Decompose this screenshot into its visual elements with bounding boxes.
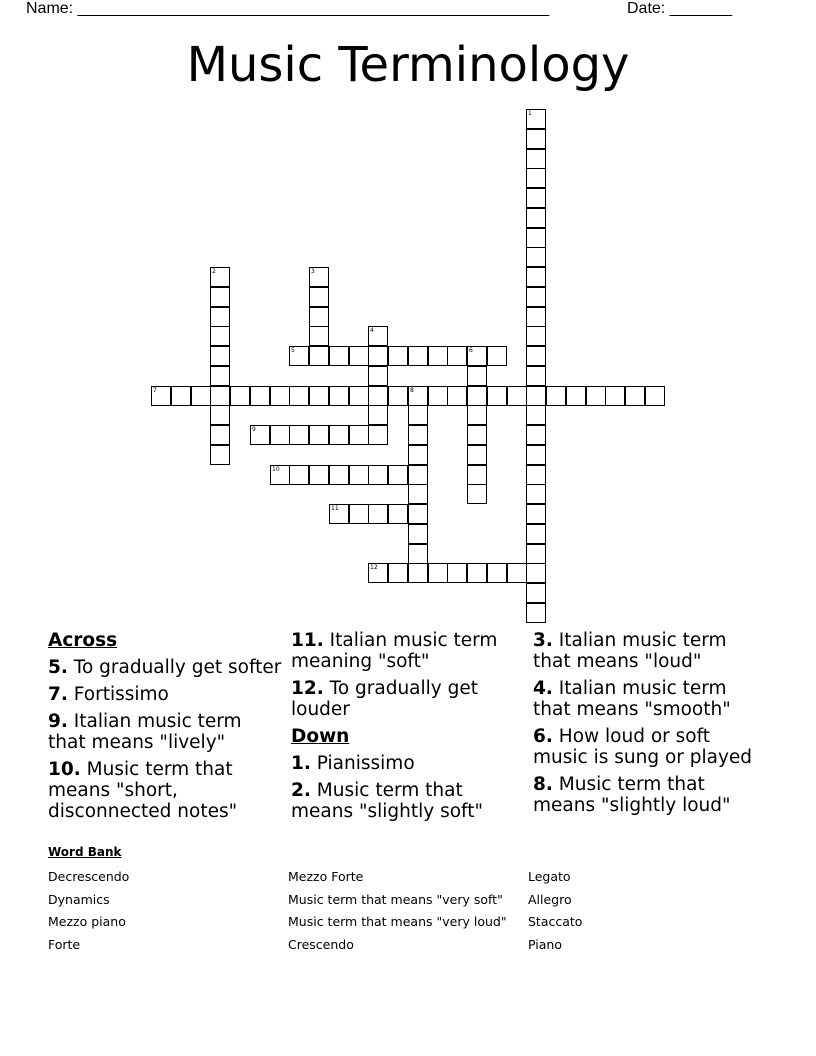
clue-down-8: 8. Music term that means "slightly loud" [533,774,731,816]
crossword-cell[interactable] [408,524,428,544]
crossword-cell[interactable] [467,425,487,445]
crossword-cell[interactable] [467,563,487,583]
word-bank-item: Crescendo [288,936,354,952]
crossword-cell[interactable] [487,386,507,406]
down-heading: Down [291,726,350,747]
crossword-cell[interactable] [210,326,230,346]
crossword-cell[interactable] [329,386,349,406]
crossword-cell[interactable] [408,465,428,485]
crossword-cell[interactable] [210,445,230,465]
crossword-cell[interactable] [289,425,309,445]
crossword-cell[interactable] [526,544,546,564]
crossword-cell[interactable] [526,504,546,524]
crossword-cell[interactable] [309,326,329,346]
crossword-cell[interactable] [408,563,428,583]
crossword-cell[interactable] [526,307,546,327]
crossword-cell[interactable] [309,386,329,406]
crossword-cell[interactable] [388,563,408,583]
crossword-cell[interactable] [526,445,546,465]
crossword-cell[interactable] [428,563,448,583]
crossword-cell[interactable] [526,563,546,583]
crossword-cell[interactable] [210,366,230,386]
crossword-cell[interactable] [368,346,388,366]
crossword-cell[interactable] [210,287,230,307]
crossword-cell[interactable] [309,267,329,287]
crossword-cell[interactable] [368,405,388,425]
clue-down-4: 4. Italian music term that means "smooth" [533,678,731,720]
crossword-cell[interactable] [210,386,230,406]
crossword-cell[interactable] [526,208,546,228]
crossword-cell[interactable] [329,346,349,366]
clue-down-6: 6. How loud or soft music is sung or played [533,726,753,768]
crossword-cell[interactable] [368,465,388,485]
word-bank-item: Decrescendo [48,869,130,884]
clue-across-5: 5. To gradually get softer [48,657,282,678]
name-line: _____________________________________________________ [77,0,550,17]
crossword-cell[interactable] [526,386,546,406]
cell-number: 12 [370,564,378,571]
crossword-cell[interactable] [526,366,546,386]
page-title: Music Terminology [186,37,630,93]
cell-number: 9 [252,426,256,433]
word-bank-column-3 [528,866,582,956]
word-bank-column-2 [288,866,507,956]
crossword-cell[interactable] [270,386,290,406]
crossword-cell[interactable] [329,425,349,445]
crossword-cell[interactable] [388,465,408,485]
crossword-cell[interactable] [526,603,546,623]
crossword-cell[interactable] [546,386,566,406]
crossword-cell[interactable] [309,287,329,307]
crossword-cell[interactable] [526,465,546,485]
crossword-cell[interactable] [408,445,428,465]
crossword-cell[interactable] [408,425,428,445]
crossword-cell[interactable] [309,425,329,445]
crossword-cell[interactable] [368,425,388,445]
crossword-cell[interactable] [507,563,527,583]
clue-down-1: 1. Pianissimo [291,753,415,774]
crossword-cell[interactable] [526,583,546,603]
cell-number: 3 [311,268,315,275]
crossword-cell[interactable] [368,386,388,406]
crossword-cell[interactable] [171,386,191,406]
crossword-cell[interactable] [368,563,388,583]
crossword-cell[interactable] [349,504,369,524]
crossword-cell[interactable] [566,386,586,406]
crossword-cell[interactable] [329,504,349,524]
clue-across-12: 12. To gradually get louder [291,678,479,720]
crossword-cell[interactable] [526,267,546,287]
cell-number: 5 [291,347,295,354]
crossword-cell[interactable] [526,109,546,129]
date-label: Date: [627,0,666,17]
crossword-cell[interactable] [526,188,546,208]
crossword-cell[interactable] [447,386,467,406]
crossword-cell[interactable] [210,346,230,366]
crossword-cell[interactable] [210,425,230,445]
crossword-cell[interactable] [309,346,329,366]
crossword-cell[interactable] [428,346,448,366]
across-heading: Across [48,630,118,651]
crossword-cell[interactable] [309,307,329,327]
crossword-cell[interactable] [388,346,408,366]
crossword-cell[interactable] [605,386,625,406]
crossword-cell[interactable] [447,563,467,583]
crossword-cell[interactable] [210,307,230,327]
crossword-cell[interactable] [586,386,606,406]
date-line: _______ [669,0,732,17]
clues-column-2 [291,630,526,828]
word-bank-item: Music term that means "very loud" [288,914,507,930]
crossword-cell[interactable] [467,386,487,406]
crossword-cell[interactable] [408,544,428,564]
word-bank-item: Legato [528,869,571,884]
crossword-cell[interactable] [408,346,428,366]
crossword-cell[interactable] [526,228,546,248]
crossword-cell[interactable] [329,465,349,485]
crossword-cell[interactable] [408,504,428,524]
word-bank-item: Allegro [528,891,572,907]
crossword-cell[interactable] [151,386,171,406]
word-bank-column-1 [48,866,129,956]
word-bank-item: Piano [528,936,562,952]
crossword-cell[interactable] [487,563,507,583]
crossword-cell[interactable] [467,346,487,366]
crossword-cell[interactable] [447,346,467,366]
word-bank-item: Mezzo Forte [288,869,364,884]
word-bank-item: Music term that means "very soft" [288,891,503,907]
crossword-cell[interactable] [210,405,230,425]
crossword-cell[interactable] [289,386,309,406]
word-bank-item: Dynamics [48,891,110,907]
crossword-cell[interactable] [210,267,230,287]
clues-column-3 [533,630,768,822]
word-bank-title: Word Bank [48,845,122,859]
crossword-cell[interactable] [349,425,369,445]
word-bank-item: Staccato [528,914,583,930]
crossword-cell[interactable] [250,425,270,445]
cell-number: 10 [272,466,280,473]
crossword-cell[interactable] [289,465,309,485]
crossword-cell[interactable] [645,386,665,406]
crossword-cell[interactable] [526,425,546,445]
word-bank-item: Mezzo piano [48,914,126,930]
crossword-cell[interactable] [368,326,388,346]
cell-number: 8 [410,387,414,394]
crossword-cell[interactable] [467,445,487,465]
cell-number: 11 [331,505,339,512]
crossword-cell[interactable] [250,386,270,406]
crossword-cell[interactable] [507,386,527,406]
clue-down-3: 3. Italian music term that means "loud" [533,630,727,672]
crossword-cell[interactable] [467,465,487,485]
crossword-cell[interactable] [526,168,546,188]
name-label: Name: [26,0,74,17]
clue-down-2: 2. Music term that means "slightly soft" [291,780,484,822]
word-bank-item: Forte [48,936,81,952]
crossword-cell[interactable] [349,386,369,406]
crossword-cell[interactable] [526,149,546,169]
crossword-cell[interactable] [388,386,408,406]
crossword-cell[interactable] [270,425,290,445]
crossword-cell[interactable] [526,405,546,425]
clue-across-10: 10. Music term that means "short, disconnected notes" [48,759,238,822]
crossword-cell[interactable] [349,465,369,485]
cell-number: 1 [528,110,532,117]
crossword-cell[interactable] [487,346,507,366]
clue-across-7: 7. Fortissimo [48,684,169,705]
crossword-cell[interactable] [191,386,211,406]
crossword-cell[interactable] [526,484,546,504]
cell-number: 7 [153,387,157,394]
clue-across-11: 11. Italian music term meaning "soft" [291,630,498,672]
crossword-cell[interactable] [270,465,290,485]
crossword-cell[interactable] [408,484,428,504]
crossword-cell[interactable] [526,524,546,544]
crossword-cell[interactable] [526,129,546,149]
crossword-cell[interactable] [428,386,448,406]
crossword-cell[interactable] [467,366,487,386]
crossword-cell[interactable] [368,366,388,386]
crossword-cell[interactable] [230,386,250,406]
clue-across-9: 9. Italian music term that means "lively" [48,711,242,753]
crossword-cell[interactable] [408,405,428,425]
cell-number: 2 [212,268,216,275]
crossword-cell[interactable] [349,346,369,366]
cell-number: 4 [370,327,374,334]
cell-number: 6 [469,347,473,354]
crossword-cell[interactable] [526,247,546,267]
crossword-cell[interactable] [526,346,546,366]
crossword-cell[interactable] [408,386,428,406]
crossword-cell[interactable] [467,405,487,425]
crossword-cell[interactable] [368,504,388,524]
crossword-cell[interactable] [526,326,546,346]
crossword-cell[interactable] [526,287,546,307]
crossword-cell[interactable] [309,465,329,485]
crossword-cell[interactable] [289,346,309,366]
crossword-cell[interactable] [467,484,487,504]
crossword-cell[interactable] [625,386,645,406]
crossword-cell[interactable] [388,504,408,524]
clues-column-1 [48,630,283,828]
